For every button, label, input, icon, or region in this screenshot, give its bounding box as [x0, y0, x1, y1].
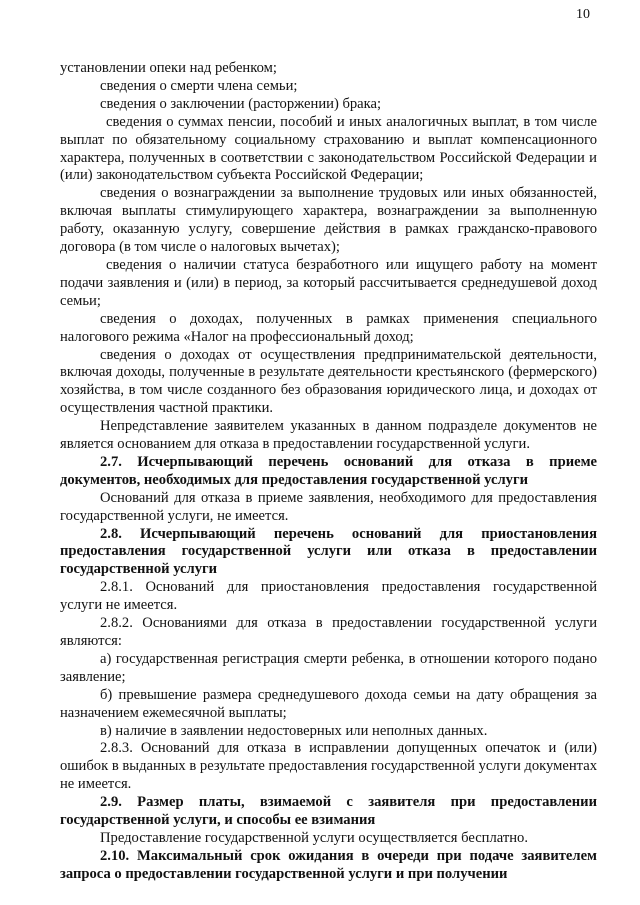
paragraph: 2.8.1. Оснований для приостановления предоставления государственной услуги не имеется.	[60, 579, 597, 614]
section-heading-2-10	[60, 848, 597, 884]
paragraph: установлении опеки над ребенком;	[60, 60, 277, 76]
paragraph: Оснований для отказа в приеме заявления, необходимого для предоставления государственной услуги, не имеется.	[60, 489, 597, 524]
list-item: сведения о доходах от осуществления предпринимательской деятельности, включая доходы, полученные в результате деятельности крестьянского (фермерского) хозяйства, в том числе созданного без образования юридического лица, и доходах от осуществления частной практики.	[60, 346, 597, 417]
paragraph: Предоставление государственной услуги осуществляется бесплатно.	[100, 829, 528, 846]
section-heading-2-9	[60, 794, 597, 830]
list-item: в) наличие в заявлении недостоверных или неполных данных.	[100, 722, 488, 739]
list-item: сведения о вознаграждении за выполнение трудовых или иных обязанностей, включая выплаты стимулирующего характера, вознаграждении за выполненную работу, оказанную услугу, совершение действия в рамках гражданско-правового договора (в том числе о налоговых вычетах);	[60, 185, 597, 256]
heading-text: 2.9. Размер платы, взимаемой с заявителя при предоставлении государственной услуги, и способы ее взимания	[60, 794, 597, 829]
list-item: сведения о наличии статуса безработного или ищущего работу на момент подачи заявления и (или) в период, за который рассчитывается среднедушевой доход семьи;	[60, 256, 597, 309]
heading-text: 2.7. Исчерпывающий перечень оснований для отказа в приеме документов, необходимых для предоставления государственной услуги	[60, 453, 597, 488]
heading-text: 2.8. Исчерпывающий перечень оснований для приостановления предоставления государственной услуги или отказа в предоставлении государственной услуги	[60, 525, 597, 578]
page-number: 10	[576, 7, 590, 22]
list-item: сведения о доходах, полученных в рамках применения специального налогового режима «Налог на профессиональный доход;	[60, 310, 597, 345]
list-item: сведения о смерти члена семьи;	[100, 77, 298, 94]
list-item: а) государственная регистрация смерти ребенка, в отношении которого подано заявление;	[60, 650, 597, 685]
list-item: сведения о суммах пенсии, пособий и иных аналогичных выплат, в том числе выплат по обязательному социальному страхованию и выплат компенсационного характера, полученных в соответствии с законодательством Российской Федерации и (или) законодательством субъекта Российской Федерации;	[60, 113, 597, 184]
heading-text: 2.10. Максимальный срок ожидания в очереди при подаче заявителем запроса о предоставлении государственной услуги и при получении	[60, 847, 597, 882]
list-item: б) превышение размера среднедушевого дохода семьи на дату обращения за назначением ежемесячной выплаты;	[60, 686, 597, 721]
paragraph: 2.8.3. Оснований для отказа в исправлении допущенных опечаток и (или) ошибок в выданных в результате предоставления государственной услуги документах не имеется.	[60, 740, 597, 793]
paragraph: 2.8.2. Основаниями для отказа в предоставлении государственной услуги являются:	[60, 615, 597, 649]
paragraph: Непредставление заявителем указанных в данном подразделе документов не является основанием для отказа в предоставлении государственной услуги.	[60, 418, 597, 453]
document-body	[60, 60, 597, 884]
list-item: сведения о заключении (расторжении) брака;	[100, 95, 382, 112]
section-heading-2-8	[60, 526, 597, 580]
section-heading-2-7	[60, 454, 597, 490]
